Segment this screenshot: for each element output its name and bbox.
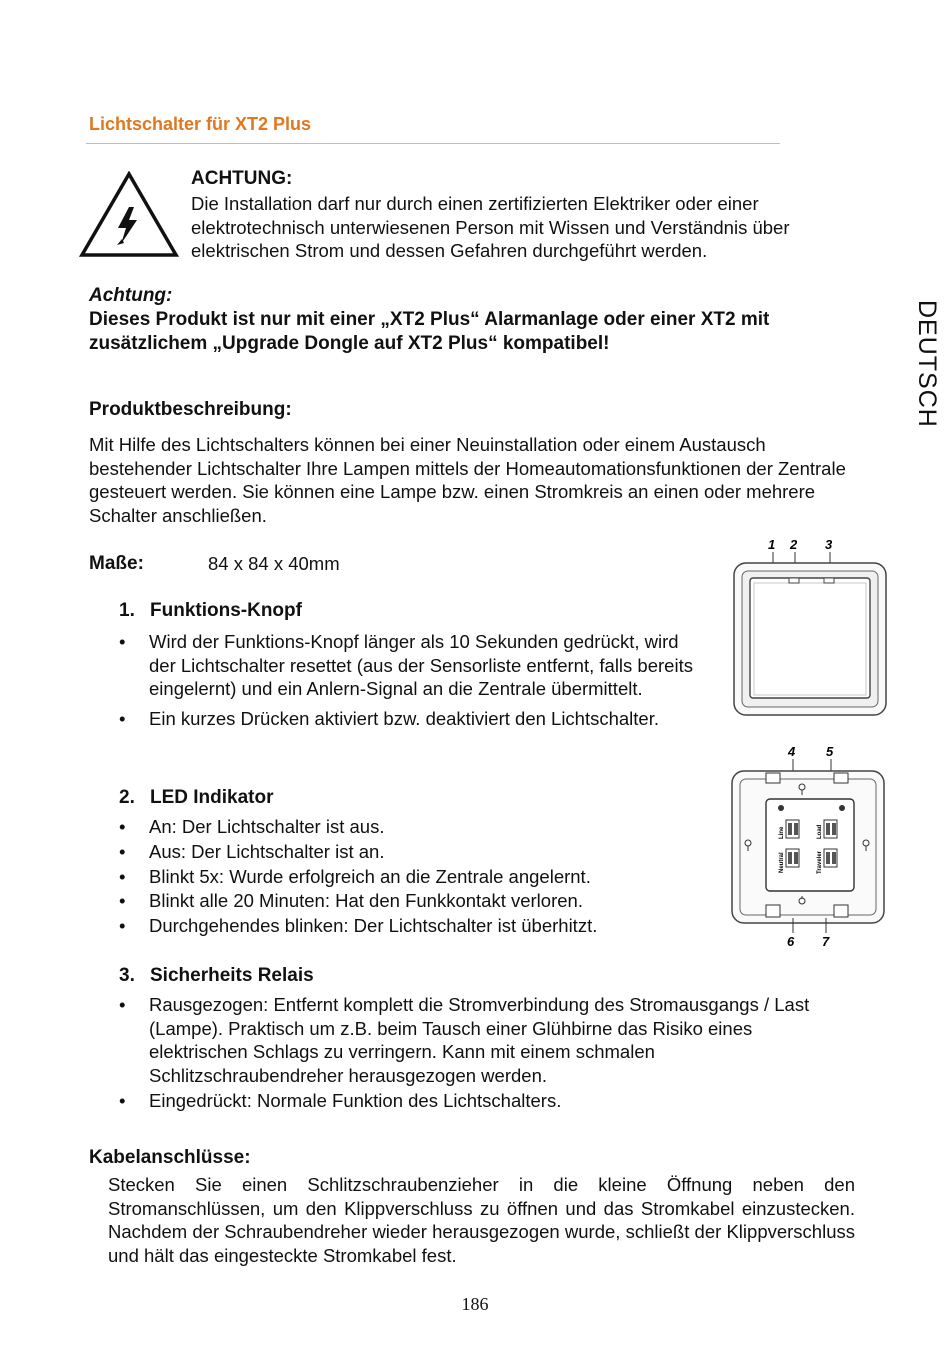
item-number: 2. [119,787,135,808]
list-item-text: Durchgehendes blinken: Der Lichtschalter ist überhitzt. [149,915,598,937]
back-label-4: 4 [788,744,796,759]
switch-front-view [734,537,886,715]
item-heading-function-button [119,600,302,622]
dimensions-label: Maße: [89,553,144,574]
item-number: 3. [119,965,135,986]
compatibility-text: Dieses Produkt ist nur mit einer „XT2 Plus“ Alarmanlage oder einer XT2 mit zusätzlichem „Upgrade Dongle auf XT2 Plus“ kompatibel! [89,309,770,354]
terminal-label-traveler: Traveler [817,850,823,874]
description-text: Mit Hilfe des Lichtschalters können bei einer Neuinstallation oder einem Austausch bestehender Lichtschalter Ihre Lampen mittels der Homeautomationsfunktionen der Zentrale gesteuert werden. Sie können eine Lampe bzw. einen Stromkreis an einen oder mehrere Schalter anschließen. [89,434,846,526]
cables-heading: Kabelanschlüsse: [89,1147,251,1168]
item-number: 1. [119,600,135,621]
bullet: • [119,707,126,729]
terminal-label-neutral: Neutral [779,852,785,873]
description-heading: Produktbeschreibung: [89,399,292,420]
language-label: DEUTSCH [913,300,941,428]
list-item-text: Blinkt 5x: Wurde erfolgreich an die Zentrale angelernt. [149,865,591,887]
dimensions-value: 84 x 84 x 40mm [208,553,340,574]
function-button-list [119,630,709,736]
list-item [119,815,709,839]
back-label-5: 5 [826,744,834,759]
bullet: • [119,865,126,887]
title-underline [86,143,780,144]
light-switch-diagram [726,533,906,951]
terminal-label-line: Line [779,826,785,839]
front-label-3: 3 [825,537,833,552]
bullet: • [119,631,126,652]
warning-text: Die Installation darf nur durch einen zertifizierten Elektriker oder einer elektrotechnisch unterwiesenen Person mit Wissen und Verständnis über elektrischen Strom und dessen Gefahren durchgeführt werden. [191,193,790,261]
bullet: • [119,890,126,912]
item-heading-safety-relay [119,965,314,987]
switch-back-view [732,744,884,949]
list-item-text: Rausgezogen: Entfernt komplett die Stromverbindung des Stromausgangs / Last (Lampe). Praktisch um z.B. beim Tausch einer Glühbirne das Risiko eines elektrischen Schlags zu verringern. Kann mit einem schmalen Schlitzschraubendreher herausgezogen werden. [149,994,810,1086]
safety-relay-list [119,993,839,1119]
language-side-tab [893,300,943,440]
item-title: LED Indikator [150,787,274,808]
led-indicator-list [119,815,709,939]
list-item [119,914,709,938]
back-label-6: 6 [787,934,795,949]
item-title: Sicherheits Relais [150,965,314,986]
cables-text: Stecken Sie einen Schlitzschraubenzieher in die kleine Öffnung neben den Stromanschlüssen, um den Klippverschluss zu öffnen und das Stromkabel einzustecken. Nachdem der Schraubendreher wieder herausgezogen wurde, schließt der Klippverschluss und hält das eingesteckte Stromkabel fest. [108,1174,855,1266]
list-item [119,1089,839,1113]
compatibility-title: Achtung: [89,285,173,306]
high-voltage-warning-icon [79,171,179,258]
warning-title: ACHTUNG: [191,168,293,189]
list-item [119,865,709,889]
bullet: • [119,994,126,1015]
page-number: 186 [461,1294,489,1314]
item-title: Funktions-Knopf [150,600,302,621]
section-title: Lichtschalter für XT2 Plus [89,114,312,134]
bullet: • [119,1090,126,1111]
list-item [119,889,709,913]
front-label-1: 1 [768,537,776,552]
bullet: • [119,840,126,862]
bullet: • [119,816,126,837]
list-item-text: Ein kurzes Drücken aktiviert bzw. deaktiviert den Lichtschalter. [149,707,660,729]
bullet: • [119,915,126,937]
list-item [119,840,709,864]
item-heading-led-indicator [119,787,274,809]
terminal-label-load: Load [817,824,823,839]
list-item-text: Aus: Der Lichtschalter ist an. [149,840,385,862]
list-item-text: Wird der Funktions-Knopf länger als 10 Sekunden gedrückt, wird der Lichtschalter resettet (aus der Sensorliste entfernt, falls bereits eingelernt) und ein Anlern-Signal an die Zentrale übermittelt. [149,631,693,699]
list-item [119,707,709,731]
list-item [119,993,839,1087]
list-item [119,630,709,701]
front-label-2: 2 [790,537,798,552]
back-label-7: 7 [822,934,830,949]
list-item-text: An: Der Lichtschalter ist aus. [149,816,385,837]
list-item-text: Blinkt alle 20 Minuten: Hat den Funkkontakt verloren. [149,890,583,912]
list-item-text: Eingedrückt: Normale Funktion des Lichtschalters. [149,1090,562,1111]
